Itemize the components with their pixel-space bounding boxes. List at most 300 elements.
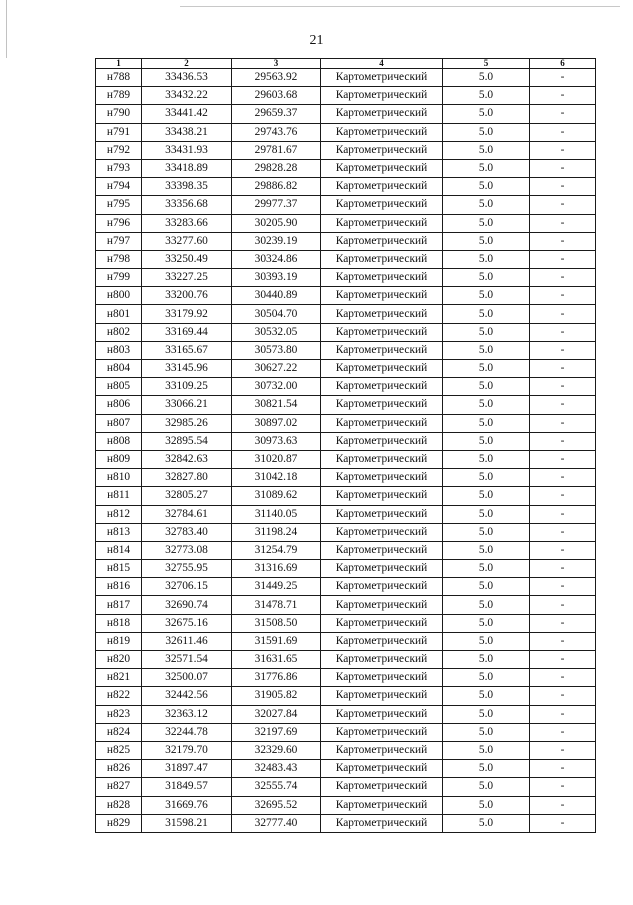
note-cell: - <box>530 305 596 323</box>
x-coordinate-cell: 33431.93 <box>142 141 232 159</box>
column-header: 1 <box>96 59 142 69</box>
method-cell: Картометрический <box>321 632 443 650</box>
note-cell: - <box>530 505 596 523</box>
accuracy-cell: 5.0 <box>443 814 530 832</box>
accuracy-cell: 5.0 <box>443 159 530 177</box>
accuracy-cell: 5.0 <box>443 578 530 596</box>
note-cell: - <box>530 632 596 650</box>
x-coordinate-cell: 32571.54 <box>142 651 232 669</box>
x-coordinate-cell: 33165.67 <box>142 341 232 359</box>
y-coordinate-cell: 30239.19 <box>232 232 321 250</box>
accuracy-cell: 5.0 <box>443 287 530 305</box>
scan-edge-line <box>180 6 620 7</box>
point-id-cell: н793 <box>96 159 142 177</box>
accuracy-cell: 5.0 <box>443 69 530 87</box>
y-coordinate-cell: 31140.05 <box>232 505 321 523</box>
note-cell: - <box>530 250 596 268</box>
method-cell: Картометрический <box>321 669 443 687</box>
table-row <box>96 632 596 650</box>
accuracy-cell: 5.0 <box>443 232 530 250</box>
point-id-cell: н811 <box>96 487 142 505</box>
point-id-cell: н796 <box>96 214 142 232</box>
table-row <box>96 141 596 159</box>
method-cell: Картометрический <box>321 414 443 432</box>
note-cell: - <box>530 287 596 305</box>
note-cell: - <box>530 105 596 123</box>
point-id-cell: н804 <box>96 360 142 378</box>
note-cell: - <box>530 87 596 105</box>
point-id-cell: н791 <box>96 123 142 141</box>
x-coordinate-cell: 33436.53 <box>142 69 232 87</box>
y-coordinate-cell: 30205.90 <box>232 214 321 232</box>
point-id-cell: н820 <box>96 651 142 669</box>
accuracy-cell: 5.0 <box>443 123 530 141</box>
accuracy-cell: 5.0 <box>443 105 530 123</box>
method-cell: Картометрический <box>321 341 443 359</box>
accuracy-cell: 5.0 <box>443 87 530 105</box>
x-coordinate-cell: 32783.40 <box>142 523 232 541</box>
accuracy-cell: 5.0 <box>443 614 530 632</box>
accuracy-cell: 5.0 <box>443 360 530 378</box>
y-coordinate-cell: 31316.69 <box>232 560 321 578</box>
table-row <box>96 396 596 414</box>
table-row <box>96 159 596 177</box>
table-row <box>96 778 596 796</box>
x-coordinate-cell: 33066.21 <box>142 396 232 414</box>
point-id-cell: н815 <box>96 560 142 578</box>
x-coordinate-cell: 33227.25 <box>142 269 232 287</box>
accuracy-cell: 5.0 <box>443 487 530 505</box>
method-cell: Картометрический <box>321 87 443 105</box>
y-coordinate-cell: 30532.05 <box>232 323 321 341</box>
note-cell: - <box>530 341 596 359</box>
table-row <box>96 541 596 559</box>
accuracy-cell: 5.0 <box>443 432 530 450</box>
accuracy-cell: 5.0 <box>443 632 530 650</box>
x-coordinate-cell: 32895.54 <box>142 432 232 450</box>
table-row <box>96 523 596 541</box>
y-coordinate-cell: 31042.18 <box>232 469 321 487</box>
note-cell: - <box>530 541 596 559</box>
method-cell: Картометрический <box>321 723 443 741</box>
y-coordinate-cell: 29781.67 <box>232 141 321 159</box>
x-coordinate-cell: 33356.68 <box>142 196 232 214</box>
point-id-cell: н797 <box>96 232 142 250</box>
note-cell: - <box>530 141 596 159</box>
table-row <box>96 414 596 432</box>
y-coordinate-cell: 31198.24 <box>232 523 321 541</box>
x-coordinate-cell: 31849.57 <box>142 778 232 796</box>
x-coordinate-cell: 33109.25 <box>142 378 232 396</box>
note-cell: - <box>530 469 596 487</box>
accuracy-cell: 5.0 <box>443 796 530 814</box>
x-coordinate-cell: 32827.80 <box>142 469 232 487</box>
accuracy-cell: 5.0 <box>443 687 530 705</box>
point-id-cell: н795 <box>96 196 142 214</box>
accuracy-cell: 5.0 <box>443 541 530 559</box>
accuracy-cell: 5.0 <box>443 196 530 214</box>
accuracy-cell: 5.0 <box>443 523 530 541</box>
point-id-cell: н825 <box>96 741 142 759</box>
point-id-cell: н799 <box>96 269 142 287</box>
point-id-cell: н819 <box>96 632 142 650</box>
y-coordinate-cell: 30732.00 <box>232 378 321 396</box>
y-coordinate-cell: 32329.60 <box>232 741 321 759</box>
note-cell: - <box>530 723 596 741</box>
y-coordinate-cell: 31089.62 <box>232 487 321 505</box>
accuracy-cell: 5.0 <box>443 651 530 669</box>
point-id-cell: н801 <box>96 305 142 323</box>
table-row <box>96 505 596 523</box>
point-id-cell: н821 <box>96 669 142 687</box>
y-coordinate-cell: 31254.79 <box>232 541 321 559</box>
y-coordinate-cell: 32695.52 <box>232 796 321 814</box>
point-id-cell: н794 <box>96 178 142 196</box>
accuracy-cell: 5.0 <box>443 305 530 323</box>
accuracy-cell: 5.0 <box>443 341 530 359</box>
method-cell: Картометрический <box>321 360 443 378</box>
y-coordinate-cell: 31478.71 <box>232 596 321 614</box>
table-row <box>96 578 596 596</box>
method-cell: Картометрический <box>321 287 443 305</box>
note-cell: - <box>530 741 596 759</box>
table-row <box>96 432 596 450</box>
table-row <box>96 323 596 341</box>
accuracy-cell: 5.0 <box>443 669 530 687</box>
x-coordinate-cell: 31897.47 <box>142 760 232 778</box>
accuracy-cell: 5.0 <box>443 396 530 414</box>
note-cell: - <box>530 705 596 723</box>
method-cell: Картометрический <box>321 523 443 541</box>
point-id-cell: н822 <box>96 687 142 705</box>
table-row <box>96 305 596 323</box>
y-coordinate-cell: 30504.70 <box>232 305 321 323</box>
point-id-cell: н809 <box>96 450 142 468</box>
method-cell: Картометрический <box>321 69 443 87</box>
method-cell: Картометрический <box>321 323 443 341</box>
note-cell: - <box>530 760 596 778</box>
accuracy-cell: 5.0 <box>443 178 530 196</box>
note-cell: - <box>530 578 596 596</box>
y-coordinate-cell: 29603.68 <box>232 87 321 105</box>
point-id-cell: н788 <box>96 69 142 87</box>
point-id-cell: н798 <box>96 250 142 268</box>
point-id-cell: н808 <box>96 432 142 450</box>
coordinates-table <box>95 58 596 833</box>
table-row <box>96 560 596 578</box>
method-cell: Картометрический <box>321 541 443 559</box>
x-coordinate-cell: 32706.15 <box>142 578 232 596</box>
y-coordinate-cell: 30627.22 <box>232 360 321 378</box>
table-body <box>96 69 596 833</box>
y-coordinate-cell: 31776.86 <box>232 669 321 687</box>
x-coordinate-cell: 33179.92 <box>142 305 232 323</box>
method-cell: Картометрический <box>321 778 443 796</box>
method-cell: Картометрический <box>321 305 443 323</box>
point-id-cell: н790 <box>96 105 142 123</box>
table-header-row <box>96 59 596 69</box>
method-cell: Картометрический <box>321 487 443 505</box>
method-cell: Картометрический <box>321 269 443 287</box>
table-row <box>96 287 596 305</box>
method-cell: Картометрический <box>321 178 443 196</box>
point-id-cell: н807 <box>96 414 142 432</box>
accuracy-cell: 5.0 <box>443 378 530 396</box>
point-id-cell: н818 <box>96 614 142 632</box>
point-id-cell: н800 <box>96 287 142 305</box>
y-coordinate-cell: 30897.02 <box>232 414 321 432</box>
y-coordinate-cell: 29977.37 <box>232 196 321 214</box>
note-cell: - <box>530 69 596 87</box>
accuracy-cell: 5.0 <box>443 723 530 741</box>
y-coordinate-cell: 31631.65 <box>232 651 321 669</box>
accuracy-cell: 5.0 <box>443 214 530 232</box>
column-header: 5 <box>443 59 530 69</box>
x-coordinate-cell: 32842.63 <box>142 450 232 468</box>
table-row <box>96 105 596 123</box>
x-coordinate-cell: 32500.07 <box>142 669 232 687</box>
x-coordinate-cell: 32784.61 <box>142 505 232 523</box>
accuracy-cell: 5.0 <box>443 269 530 287</box>
y-coordinate-cell: 31905.82 <box>232 687 321 705</box>
x-coordinate-cell: 33145.96 <box>142 360 232 378</box>
method-cell: Картометрический <box>321 687 443 705</box>
x-coordinate-cell: 33418.89 <box>142 159 232 177</box>
point-id-cell: н810 <box>96 469 142 487</box>
note-cell: - <box>530 669 596 687</box>
point-id-cell: н826 <box>96 760 142 778</box>
table-row <box>96 123 596 141</box>
note-cell: - <box>530 159 596 177</box>
point-id-cell: н789 <box>96 87 142 105</box>
x-coordinate-cell: 31598.21 <box>142 814 232 832</box>
accuracy-cell: 5.0 <box>443 778 530 796</box>
point-id-cell: н803 <box>96 341 142 359</box>
table-row <box>96 760 596 778</box>
y-coordinate-cell: 30440.89 <box>232 287 321 305</box>
table-row <box>96 360 596 378</box>
note-cell: - <box>530 814 596 832</box>
accuracy-cell: 5.0 <box>443 250 530 268</box>
column-header: 3 <box>232 59 321 69</box>
column-header: 6 <box>530 59 596 69</box>
table-row <box>96 469 596 487</box>
accuracy-cell: 5.0 <box>443 741 530 759</box>
point-id-cell: н806 <box>96 396 142 414</box>
table-row <box>96 796 596 814</box>
accuracy-cell: 5.0 <box>443 469 530 487</box>
x-coordinate-cell: 32690.74 <box>142 596 232 614</box>
method-cell: Картометрический <box>321 250 443 268</box>
table-row <box>96 705 596 723</box>
accuracy-cell: 5.0 <box>443 560 530 578</box>
y-coordinate-cell: 30393.19 <box>232 269 321 287</box>
y-coordinate-cell: 29563.92 <box>232 69 321 87</box>
table-row <box>96 341 596 359</box>
page-number: 21 <box>309 33 324 48</box>
table-row <box>96 487 596 505</box>
method-cell: Картометрический <box>321 505 443 523</box>
method-cell: Картометрический <box>321 159 443 177</box>
table-row <box>96 269 596 287</box>
point-id-cell: н813 <box>96 523 142 541</box>
note-cell: - <box>530 196 596 214</box>
x-coordinate-cell: 32985.26 <box>142 414 232 432</box>
point-id-cell: н802 <box>96 323 142 341</box>
y-coordinate-cell: 32483.43 <box>232 760 321 778</box>
point-id-cell: н817 <box>96 596 142 614</box>
x-coordinate-cell: 32244.78 <box>142 723 232 741</box>
table-row <box>96 232 596 250</box>
y-coordinate-cell: 30573.80 <box>232 341 321 359</box>
accuracy-cell: 5.0 <box>443 414 530 432</box>
note-cell: - <box>530 123 596 141</box>
y-coordinate-cell: 29659.37 <box>232 105 321 123</box>
note-cell: - <box>530 687 596 705</box>
method-cell: Картометрический <box>321 469 443 487</box>
y-coordinate-cell: 31020.87 <box>232 450 321 468</box>
method-cell: Картометрический <box>321 123 443 141</box>
note-cell: - <box>530 269 596 287</box>
x-coordinate-cell: 33441.42 <box>142 105 232 123</box>
accuracy-cell: 5.0 <box>443 450 530 468</box>
x-coordinate-cell: 32611.46 <box>142 632 232 650</box>
accuracy-cell: 5.0 <box>443 705 530 723</box>
x-coordinate-cell: 33277.60 <box>142 232 232 250</box>
method-cell: Картометрический <box>321 651 443 669</box>
x-coordinate-cell: 33438.21 <box>142 123 232 141</box>
x-coordinate-cell: 32363.12 <box>142 705 232 723</box>
y-coordinate-cell: 31508.50 <box>232 614 321 632</box>
table-row <box>96 378 596 396</box>
table-row <box>96 250 596 268</box>
note-cell: - <box>530 432 596 450</box>
x-coordinate-cell: 33398.35 <box>142 178 232 196</box>
table-row <box>96 596 596 614</box>
method-cell: Картометрический <box>321 596 443 614</box>
method-cell: Картометрический <box>321 741 443 759</box>
table-row <box>96 741 596 759</box>
method-cell: Картометрический <box>321 614 443 632</box>
table-row <box>96 87 596 105</box>
table-row <box>96 69 596 87</box>
table-row <box>96 614 596 632</box>
method-cell: Картометрический <box>321 396 443 414</box>
method-cell: Картометрический <box>321 232 443 250</box>
note-cell: - <box>530 396 596 414</box>
note-cell: - <box>530 778 596 796</box>
y-coordinate-cell: 30821.54 <box>232 396 321 414</box>
point-id-cell: н814 <box>96 541 142 559</box>
point-id-cell: н823 <box>96 705 142 723</box>
method-cell: Картометрический <box>321 705 443 723</box>
method-cell: Картометрический <box>321 196 443 214</box>
table-row <box>96 178 596 196</box>
note-cell: - <box>530 232 596 250</box>
table-row <box>96 214 596 232</box>
method-cell: Картометрический <box>321 796 443 814</box>
note-cell: - <box>530 796 596 814</box>
y-coordinate-cell: 31449.25 <box>232 578 321 596</box>
accuracy-cell: 5.0 <box>443 760 530 778</box>
x-coordinate-cell: 33169.44 <box>142 323 232 341</box>
note-cell: - <box>530 596 596 614</box>
note-cell: - <box>530 614 596 632</box>
y-coordinate-cell: 29886.82 <box>232 178 321 196</box>
x-coordinate-cell: 32805.27 <box>142 487 232 505</box>
column-header: 4 <box>321 59 443 69</box>
table-row <box>96 450 596 468</box>
y-coordinate-cell: 32027.84 <box>232 705 321 723</box>
accuracy-cell: 5.0 <box>443 596 530 614</box>
x-coordinate-cell: 32675.16 <box>142 614 232 632</box>
x-coordinate-cell: 32773.08 <box>142 541 232 559</box>
y-coordinate-cell: 30324.86 <box>232 250 321 268</box>
x-coordinate-cell: 32442.56 <box>142 687 232 705</box>
table-row <box>96 669 596 687</box>
note-cell: - <box>530 214 596 232</box>
method-cell: Картометрический <box>321 378 443 396</box>
table-row <box>96 196 596 214</box>
method-cell: Картометрический <box>321 814 443 832</box>
note-cell: - <box>530 560 596 578</box>
note-cell: - <box>530 360 596 378</box>
x-coordinate-cell: 33250.49 <box>142 250 232 268</box>
scan-edge-line <box>6 0 7 58</box>
point-id-cell: н816 <box>96 578 142 596</box>
method-cell: Картометрический <box>321 141 443 159</box>
point-id-cell: н812 <box>96 505 142 523</box>
note-cell: - <box>530 487 596 505</box>
table-row <box>96 687 596 705</box>
y-coordinate-cell: 29828.28 <box>232 159 321 177</box>
y-coordinate-cell: 31591.69 <box>232 632 321 650</box>
y-coordinate-cell: 29743.76 <box>232 123 321 141</box>
y-coordinate-cell: 32555.74 <box>232 778 321 796</box>
accuracy-cell: 5.0 <box>443 323 530 341</box>
x-coordinate-cell: 31669.76 <box>142 796 232 814</box>
method-cell: Картометрический <box>321 432 443 450</box>
point-id-cell: н824 <box>96 723 142 741</box>
x-coordinate-cell: 33283.66 <box>142 214 232 232</box>
method-cell: Картометрический <box>321 560 443 578</box>
y-coordinate-cell: 30973.63 <box>232 432 321 450</box>
table-row <box>96 651 596 669</box>
note-cell: - <box>530 323 596 341</box>
table-row <box>96 723 596 741</box>
y-coordinate-cell: 32197.69 <box>232 723 321 741</box>
x-coordinate-cell: 32179.70 <box>142 741 232 759</box>
y-coordinate-cell: 32777.40 <box>232 814 321 832</box>
point-id-cell: н792 <box>96 141 142 159</box>
accuracy-cell: 5.0 <box>443 505 530 523</box>
method-cell: Картометрический <box>321 578 443 596</box>
x-coordinate-cell: 33200.76 <box>142 287 232 305</box>
x-coordinate-cell: 33432.22 <box>142 87 232 105</box>
accuracy-cell: 5.0 <box>443 141 530 159</box>
point-id-cell: н829 <box>96 814 142 832</box>
note-cell: - <box>530 523 596 541</box>
note-cell: - <box>530 414 596 432</box>
note-cell: - <box>530 651 596 669</box>
method-cell: Картометрический <box>321 760 443 778</box>
note-cell: - <box>530 378 596 396</box>
point-id-cell: н828 <box>96 796 142 814</box>
method-cell: Картометрический <box>321 105 443 123</box>
note-cell: - <box>530 450 596 468</box>
method-cell: Картометрический <box>321 214 443 232</box>
x-coordinate-cell: 32755.95 <box>142 560 232 578</box>
